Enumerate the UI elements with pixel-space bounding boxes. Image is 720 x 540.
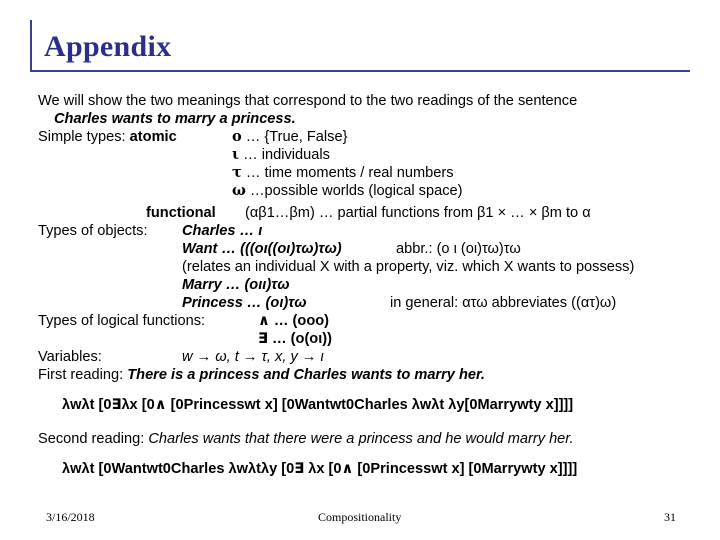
variables-text: w → ω, t → τ, x, y → ι <box>182 349 324 365</box>
functional-text: (αβ1…βm) … partial functions from β1 × … × βm to α <box>245 205 591 221</box>
types-of-objects-label: Types of objects: <box>38 223 148 239</box>
type-row-individuals: ι … individuals <box>232 146 330 163</box>
marry-type: Marry … (οιι)τω <box>182 277 290 293</box>
intro-line: We will show the two meanings that correspond to the two readings of the sentence <box>38 93 578 109</box>
first-reading <box>38 366 485 384</box>
second-reading-formula: λwλt [0Wantwt0Charles λwλtλy [0∃ λx [0∧ [0Princesswt x] [0Marrywty x]]]] <box>62 461 578 477</box>
want-abbreviation: abbr.: (ο ι (οι)τω)τω <box>396 241 521 257</box>
and-type: ∧ … (οοο) <box>258 313 330 329</box>
exists-type: ∃ … (ο(οι)) <box>258 331 332 347</box>
general-note: in general: ατω abbreviates ((ατ)ω) <box>390 295 617 311</box>
second-reading <box>38 430 574 448</box>
first-reading-formula: λwλt [0∃λx [0∧ [0Princesswt x] [0Wantwt0Charles λwλt λy[0Marrywty x]]]] <box>62 397 574 413</box>
title-horizontal-rule <box>30 70 690 72</box>
want-note: (relates an individual X with a property, viz. which X wants to possess) <box>182 259 635 275</box>
simple-types-label: Simple types: atomic <box>38 129 177 145</box>
page-title: Appendix <box>44 30 172 63</box>
intro-sentence: Charles wants to marry a princess. <box>54 111 296 127</box>
second-reading-text: Charles wants that there were a princess and he would marry her. <box>148 431 574 447</box>
functional-label: functional <box>146 205 216 221</box>
type-row-time: τ … time moments / real numbers <box>232 164 454 181</box>
footer-page-number: 31 <box>664 510 676 524</box>
logical-functions-label: Types of logical functions: <box>38 313 206 329</box>
variables-label: Variables: <box>38 349 102 365</box>
footer-title: Compositionality <box>318 510 402 524</box>
want-type: Want … (((οι((οι)τω)τω) <box>182 241 342 257</box>
type-row-truth: ο … {True, False} <box>232 128 348 145</box>
princess-type: Princess … (οι)τω <box>182 295 307 311</box>
atomic-label: atomic <box>129 129 177 145</box>
type-row-worlds: ω …possible worlds (logical space) <box>232 182 463 199</box>
first-reading-text: There is a princess and Charles wants to marry her. <box>127 367 485 383</box>
charles-type: Charles … ι <box>182 223 263 239</box>
title-vertical-rule <box>30 20 32 70</box>
second-reading-label: Second reading: <box>38 431 145 447</box>
first-reading-label: First reading: <box>38 367 124 383</box>
footer-date: 3/16/2018 <box>46 510 95 524</box>
